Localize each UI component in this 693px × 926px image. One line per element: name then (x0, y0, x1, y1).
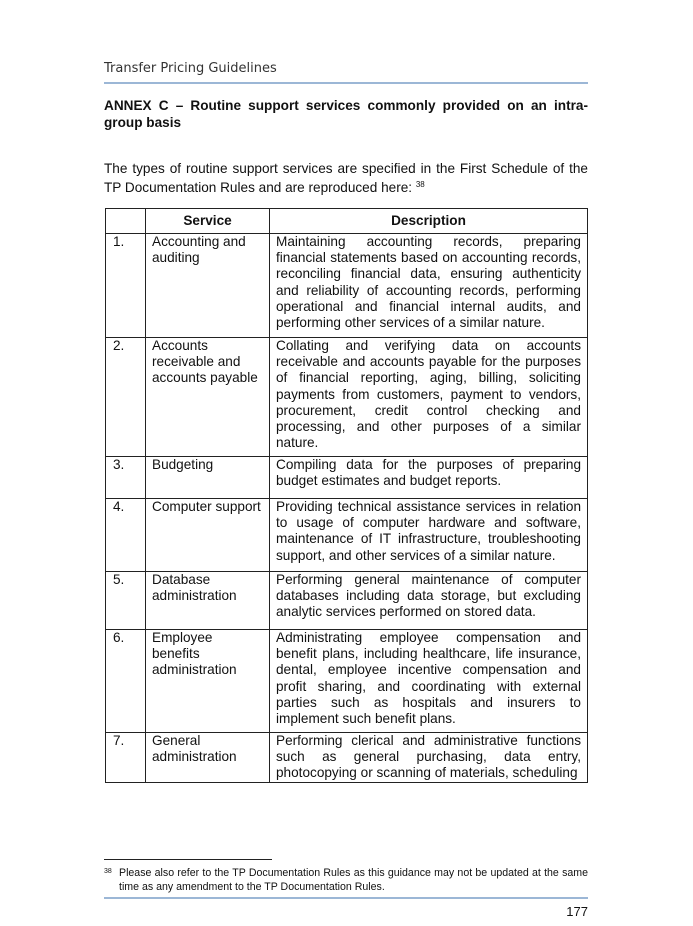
row-service: General administration (146, 733, 270, 783)
row-number: 3. (106, 457, 146, 499)
row-number: 7. (106, 733, 146, 783)
row-description: Collating and verifying data on accounts receivable and accounts payable for the purposes of financial reporting, aging, billing, soliciting payments from customers, payment to vendors, procurement, credit control checking and processing, and other purposes of a similar nature. (270, 338, 588, 457)
row-number: 2. (106, 338, 146, 457)
row-number: 5. (106, 572, 146, 630)
table-row (106, 234, 588, 338)
row-description: Performing general maintenance of computer databases including data storage, but excluding analytic services performed on stored data. (270, 572, 588, 630)
footnote (104, 867, 588, 894)
header-rule (104, 82, 588, 84)
row-number: 4. (106, 499, 146, 572)
row-service: Accounts receivable and accounts payable (146, 338, 270, 457)
table-row (106, 733, 588, 783)
header-number (106, 209, 146, 234)
row-service: Employee benefits administration (146, 630, 270, 733)
table-row (106, 457, 588, 499)
annex-title: ANNEX C – Routine support services commonly provided on an intra-group basis (104, 98, 588, 130)
footnote-number: 38 (104, 868, 112, 875)
intro-paragraph (104, 161, 588, 196)
row-number: 6. (106, 630, 146, 733)
table-row (106, 338, 588, 457)
row-description: Administrating employee compensation and benefit plans, including healthcare, life insurance, dental, employee incentive compensation and profit sharing, and coordinating with external parties such as hospitals and insurers to implement such benefit plans. (270, 630, 588, 733)
footnote-separator (104, 859, 272, 860)
row-service: Accounting and auditing (146, 234, 270, 338)
row-service: Budgeting (146, 457, 270, 499)
row-description: Compiling data for the purposes of preparing budget estimates and budget reports. (270, 457, 588, 499)
intro-text: The types of routine support services are specified in the First Schedule of the TP Documentation Rules and are reproduced here: (104, 161, 588, 195)
running-header: Transfer Pricing Guidelines (104, 61, 277, 76)
header-service: Service (146, 209, 270, 234)
row-description: Maintaining accounting records, preparing financial statements based on accounting records, reconciling financial data, ensuring authenticity and reliability of accounting records, performing operational and financial internal audits, and performing other services of a similar nature. (270, 234, 588, 338)
table-row (106, 499, 588, 572)
row-number: 1. (106, 234, 146, 338)
row-description: Performing clerical and administrative functions such as general purchasing, data entry, photocopying or scanning of materials, scheduling (270, 733, 588, 783)
table-row (106, 630, 588, 733)
row-service: Database administration (146, 572, 270, 630)
row-service: Computer support (146, 499, 270, 572)
footnote-text: Please also refer to the TP Documentation Rules as this guidance may not be updated at the same time as any amendment to the TP Documentation Rules. (119, 867, 588, 893)
header-description: Description (270, 209, 588, 234)
page-number: 177 (566, 904, 588, 919)
services-table (105, 208, 588, 783)
row-description: Providing technical assistance services in relation to usage of computer hardware and software, maintenance of IT infrastructure, troubleshooting support, and other services of a similar nature. (270, 499, 588, 572)
table-header-row (106, 209, 588, 234)
table-row (106, 572, 588, 630)
footnote-reference: 38 (415, 180, 425, 189)
footer-rule (104, 897, 588, 899)
